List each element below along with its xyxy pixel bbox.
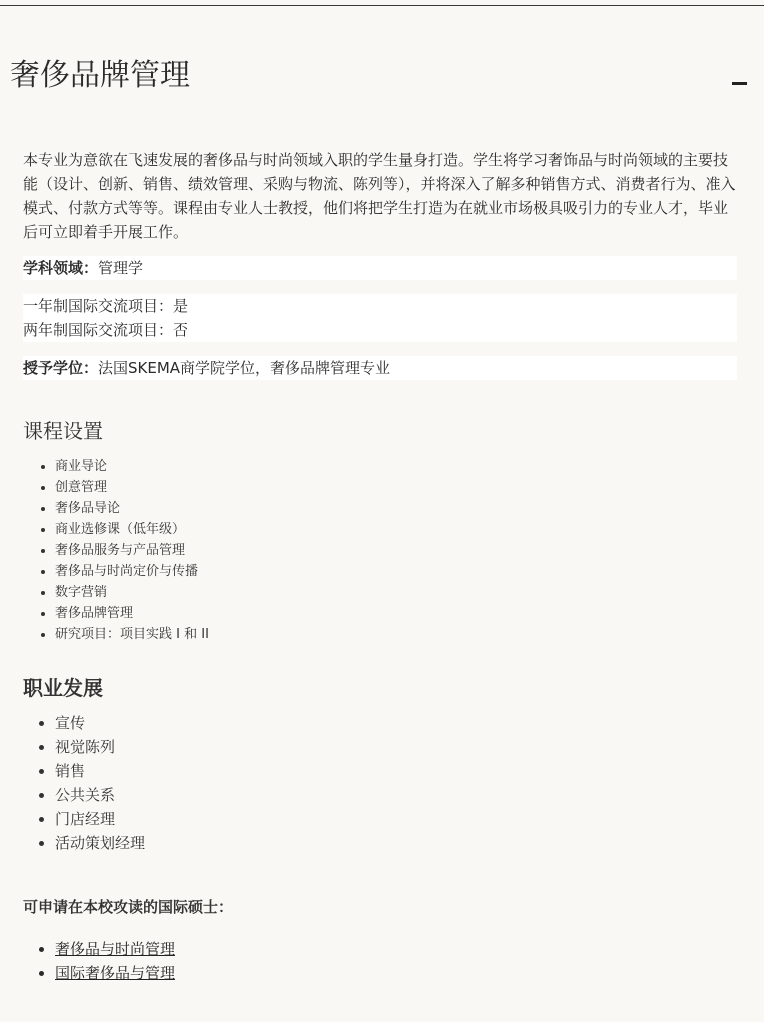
minus-icon	[732, 82, 747, 85]
intro-paragraph: 本专业为意欲在飞速发展的奢侈品与时尚领域入职的学生量身打造。学生将学习奢饰品与时尚领域的主要技能（设计、创新、销售、绩效管理、采购与物流、陈列等），并将深入了解多种销售方式、消费者行为、准入模式、付款方式等等。课程由专业人士教授，他们将把学生打造为在就业市场极具吸引力的专业人才，毕业后可立即着手开展工作。	[23, 151, 736, 241]
one-year-exchange: 一年制国际交流项目：是	[23, 297, 189, 315]
two-year-exchange: 两年制国际交流项目：否	[23, 321, 189, 339]
careers-title: 职业发展	[23, 676, 103, 700]
degree-label: 授予学位：	[23, 359, 99, 377]
courses-list	[23, 456, 737, 645]
list-item: • 宣传	[55, 711, 737, 735]
master-link-luxury-fashion[interactable]: 奢侈品与时尚管理	[55, 940, 176, 958]
list-item: • 视觉陈列	[55, 735, 737, 759]
masters-title: 可申请在本校攻读的国际硕士：	[23, 898, 234, 916]
careers-list	[23, 711, 737, 855]
degree-row	[23, 356, 737, 380]
list-item: • 销售	[55, 759, 737, 783]
list-item: • 商业选修课（低年级）	[55, 519, 737, 540]
collapse-button[interactable]	[730, 70, 750, 90]
list-item: • 奢侈品与时尚定价与传播	[55, 561, 737, 582]
list-item: • 创意管理	[55, 477, 737, 498]
exchange-row	[23, 294, 737, 342]
field-label: 学科领域：	[23, 259, 99, 277]
field-row	[23, 256, 737, 280]
list-item: • 数字营销	[55, 582, 737, 603]
page-title: 奢侈品牌管理	[10, 58, 190, 93]
list-item	[55, 937, 737, 961]
list-item: • 奢侈品牌管理	[55, 603, 737, 624]
degree-value: 法国SKEMA商学院学位，奢侈品牌管理专业	[98, 359, 391, 377]
list-item: • 奢侈品导论	[55, 498, 737, 519]
masters-list	[23, 937, 737, 985]
list-item	[55, 961, 737, 985]
field-value: 管理学	[98, 259, 144, 277]
top-divider	[0, 5, 764, 6]
list-item: • 活动策划经理	[55, 831, 737, 855]
main-content	[23, 148, 737, 985]
list-item: • 商业导论	[55, 456, 737, 477]
list-item: • 奢侈品服务与产品管理	[55, 540, 737, 561]
list-item: • 研究项目：项目实践 I 和 II	[55, 624, 737, 645]
master-link-international-luxury[interactable]: 国际奢侈品与管理	[55, 964, 176, 982]
list-item: • 门店经理	[55, 807, 737, 831]
courses-title: 课程设置	[23, 419, 103, 443]
page-header	[10, 56, 750, 96]
list-item: • 公共关系	[55, 783, 737, 807]
